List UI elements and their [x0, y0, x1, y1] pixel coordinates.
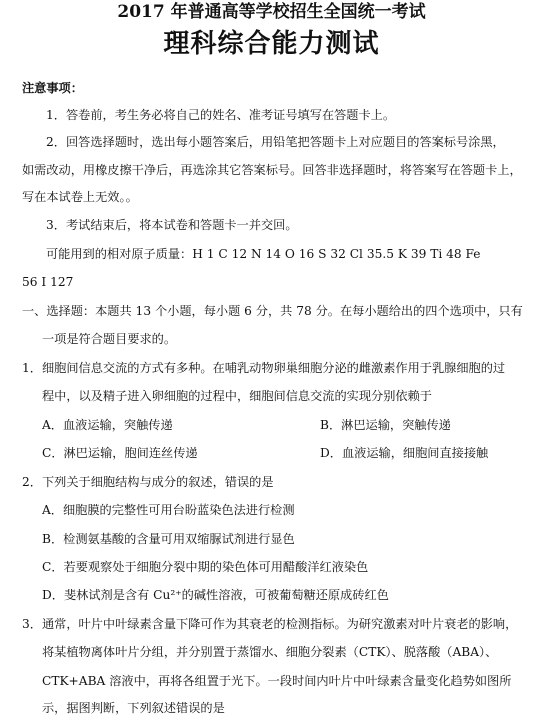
atomic-mass-line-1: 可能用到的相对原子质量：H 1 C 12 N 14 O 16 S 32 Cl 35.5 K 39 Ti 48 Fe — [46, 247, 481, 261]
question-2-stem: 2．下列关于细胞结构与成分的叙述，错误的是 — [22, 475, 274, 489]
question-1-option-b: B．淋巴运输，突触传递 — [320, 418, 451, 432]
question-2-option-a: A．细胞膜的完整性可用台盼蓝染色法进行检测 — [42, 503, 295, 517]
notice-item-1: 1．答卷前，考生务必将自己的姓名、准考证号填写在答题卡上。 — [46, 108, 396, 122]
question-1-stem-line-1: 1．细胞间信息交流的方式有多种。在哺乳动物卵巢细胞分泌的雌激素作用于乳腺细胞的过 — [22, 361, 506, 375]
notice-item-2-line-2: 如需改动，用橡皮擦干净后，再选涂其它答案标号。回答非选择题时，将答案写在答题卡上， — [22, 163, 522, 177]
paper-title: 理科综合能力测试 — [163, 29, 380, 59]
notice-heading: 注意事项： — [22, 81, 83, 95]
notice-item-2-line-1: 2．回答选择题时，选出每小题答案后，用铅笔把答题卡上对应题目的答案标号涂黑， — [46, 135, 505, 149]
section-1-heading-line-2: 一项是符合题目要求的。 — [42, 332, 177, 346]
question-2-option-d: D．斐林试剂是含有 Cu²⁺的碱性溶液，可被葡萄糖还原成砖红色 — [42, 588, 389, 602]
question-2-option-c: C．若要观察处于细胞分裂中期的染色体可用醋酸洋红液染色 — [42, 560, 369, 574]
notice-item-3: 3．考试结束后，将本试卷和答题卡一并交回。 — [46, 218, 298, 232]
question-3-stem-line-2: 将某植物离体叶片分组，并分别置于蒸馏水、细胞分裂素（CTK）、脱落酸（ABA）、 — [42, 645, 498, 659]
section-1-heading-line-1: 一、选择题：本题共 13 个小题，每小题 6 分，共 78 分。在每小题给出的四个选项中，只有 — [22, 304, 523, 318]
question-3-stem-line-3: CTK+ABA 溶液中，再将各组置于光下。一段时间内叶片中叶绿素含量变化趋势如图所 — [42, 674, 512, 688]
exam-title: 2017 年普通高等学校招生全国统一考试 — [117, 2, 426, 22]
question-3-stem-line-4: 示，据图判断，下列叙述错误的是 — [42, 701, 225, 715]
question-1-option-d: D．血液运输，细胞间直接接触 — [320, 446, 489, 460]
atomic-mass-line-2: 56 I 127 — [22, 275, 74, 289]
question-1-stem-line-2: 程中，以及精子进入卵细胞的过程中，细胞间信息交流的实现分别依赖于 — [42, 389, 432, 403]
question-2-option-b: B．检测氨基酸的含量可用双缩脲试剂进行显色 — [42, 532, 295, 546]
question-3-stem-line-1: 3．通常，叶片中叶绿素含量下降可作为其衰老的检测指标。为研究激素对叶片衰老的影响， — [22, 617, 518, 631]
notice-item-2-line-3: 写在本试卷上无效。。 — [22, 190, 138, 204]
question-1-option-a: A．血液运输，突触传递 — [42, 418, 173, 432]
question-1-option-c: C．淋巴运输，胞间连丝传递 — [42, 446, 198, 460]
